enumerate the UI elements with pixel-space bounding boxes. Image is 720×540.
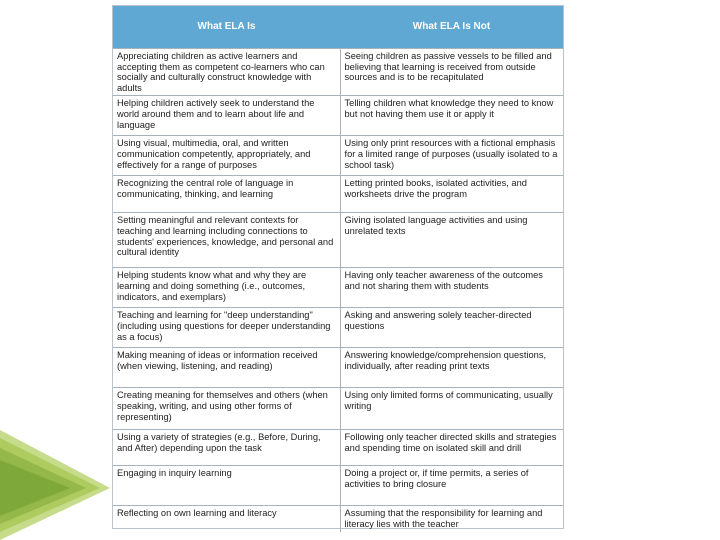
cell-ela-is-not: Using only limited forms of communicating, usually writing (340, 388, 563, 430)
cell-ela-is: Creating meaning for themselves and others (when speaking, writing, and using other forms of representing) (113, 388, 340, 430)
cell-ela-is: Helping children actively seek to understand the world around them and to learn about life and language (113, 96, 340, 136)
cell-ela-is-not: Following only teacher directed skills and strategies and spending time on isolated skill and drill (340, 430, 563, 466)
table-row (113, 49, 563, 96)
ela-comparison-table (113, 6, 563, 532)
cell-ela-is: Setting meaningful and relevant contexts for teaching and learning including connections to students' experiences, knowledge, and personal and cultural identity (113, 213, 340, 268)
cell-ela-is: Appreciating children as active learners and accepting them as competent co-learners who can socially and culturally construct knowledge with adults (113, 49, 340, 96)
table-row (113, 430, 563, 466)
table-header-row (113, 6, 563, 49)
cell-ela-is: Reflecting on own learning and literacy (113, 506, 340, 532)
cell-ela-is-not: Doing a project or, if time permits, a series of activities to bring closure (340, 466, 563, 506)
cell-ela-is: Recognizing the central role of language in communicating, thinking, and learning (113, 176, 340, 213)
table-row (113, 176, 563, 213)
table-row (113, 213, 563, 268)
cell-ela-is-not: Seeing children as passive vessels to be filled and believing that learning is received from outside sources and is to be recapitulated (340, 49, 563, 96)
cell-ela-is-not: Giving isolated language activities and using unrelated texts (340, 213, 563, 268)
table-row (113, 96, 563, 136)
table-row (113, 466, 563, 506)
cell-ela-is-not: Having only teacher awareness of the outcomes and not sharing them with students (340, 268, 563, 308)
cell-ela-is-not: Telling children what knowledge they need to know but not having them use it or apply it (340, 96, 563, 136)
header-what-ela-is: What ELA Is (113, 6, 340, 49)
table-row (113, 308, 563, 348)
cell-ela-is: Engaging in inquiry learning (113, 466, 340, 506)
green-triangle-decoration-icon (0, 430, 110, 540)
table-row (113, 268, 563, 308)
cell-ela-is-not: Using only print resources with a fictional emphasis for a limited range of purposes (usually isolated to a school task) (340, 136, 563, 176)
table-row (113, 348, 563, 388)
cell-ela-is: Using visual, multimedia, oral, and written communication competently, appropriately, and effectively for a range of purposes (113, 136, 340, 176)
table-row (113, 136, 563, 176)
cell-ela-is-not: Asking and answering solely teacher-directed questions (340, 308, 563, 348)
cell-ela-is: Teaching and learning for "deep understanding" (including using questions for deeper understanding as a focus) (113, 308, 340, 348)
cell-ela-is-not: Assuming that the responsibility for learning and literacy lies with the teacher (340, 506, 563, 532)
header-what-ela-is-not: What ELA Is Not (340, 6, 563, 49)
cell-ela-is-not: Letting printed books, isolated activities, and worksheets drive the program (340, 176, 563, 213)
ela-comparison-table-container (112, 5, 564, 529)
cell-ela-is-not: Answering knowledge/comprehension questions, individually, after reading print texts (340, 348, 563, 388)
cell-ela-is: Making meaning of ideas or information received (when viewing, listening, and reading) (113, 348, 340, 388)
table-row (113, 388, 563, 430)
cell-ela-is: Using a variety of strategies (e.g., Before, During, and After) depending upon the task (113, 430, 340, 466)
cell-ela-is: Helping students know what and why they are learning and doing something (i.e., outcomes, indicators, and exemplars) (113, 268, 340, 308)
table-row (113, 506, 563, 532)
